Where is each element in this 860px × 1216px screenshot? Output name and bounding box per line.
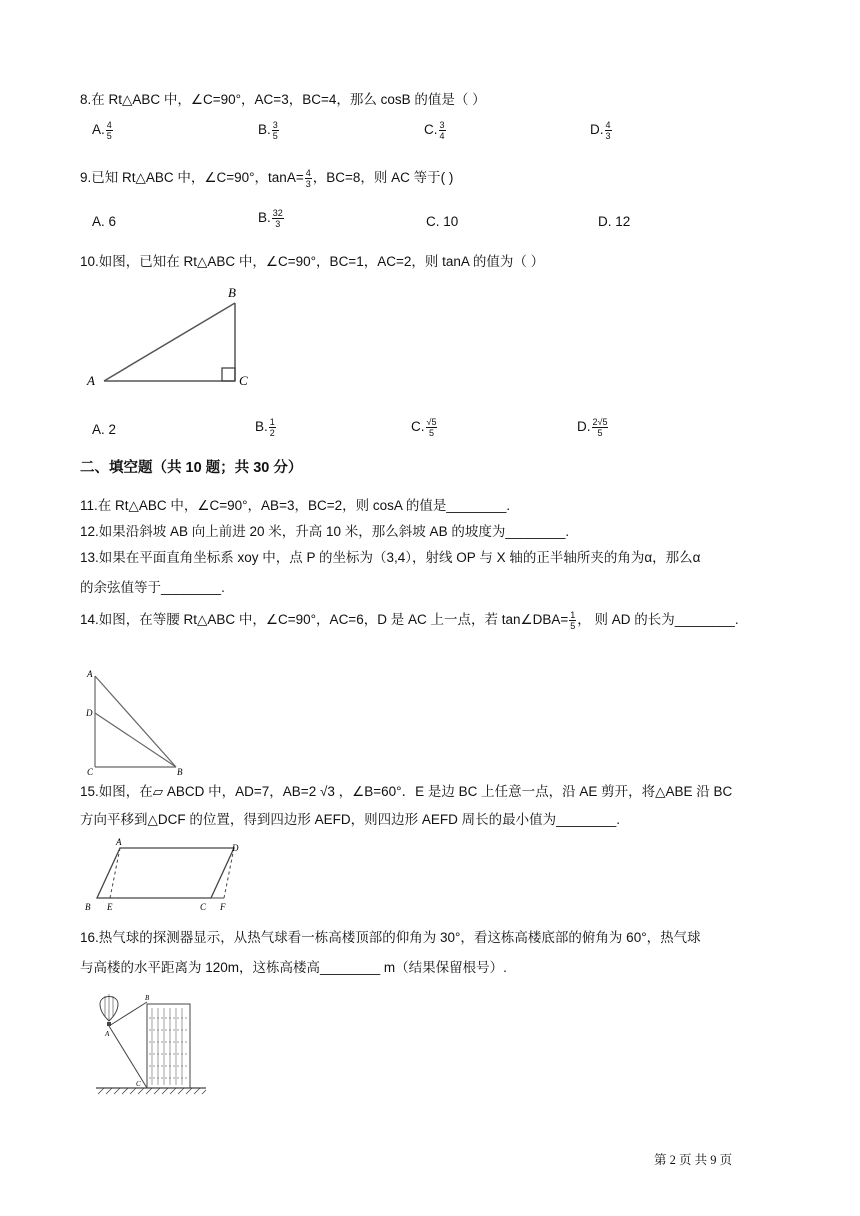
- question-10-option-c: C. $\frac{√5}{5}$: [411, 417, 437, 438]
- question-9-option-c: C. 10: [426, 214, 459, 229]
- question-13-line-2: 的余弦值等于________.: [80, 580, 225, 595]
- question-8-option-a: [92, 120, 114, 141]
- question-8-stem: 8.在 Rt△ABC 中，∠C=90°，AC=3，BC=4，那么 cosB 的值是（ ）: [80, 92, 486, 107]
- question-13-line-1: 13.如果在平面直角坐标系 xoy 中，点 P 的坐标为（3,4），射线 OP 与 X 轴的正半轴所夹的角为α，那么α: [80, 550, 701, 565]
- question-10-option-d: D. $\frac{2√5}{5}$: [577, 417, 608, 438]
- fraction: $\frac{√5}{5}$: [426, 417, 437, 438]
- question-15-parallelogram-figure: [80, 836, 250, 916]
- question-15-line-2: 方向平移到△DCF 的位置，得到四边形 AEFD，则四边形 AEFD 周长的最小值为________.: [80, 812, 620, 827]
- vertex-label-c: C: [200, 902, 207, 912]
- section-heading: 二、填空题（共 10 题；共 30 分）: [80, 460, 303, 476]
- vertex-label-f: F: [220, 902, 226, 912]
- question-9-option-d: D. 12: [598, 214, 631, 229]
- question-8-option-d: [590, 120, 613, 141]
- point-label-b: B: [145, 994, 150, 1002]
- option-label: A.: [92, 122, 105, 138]
- option-label: C.: [424, 122, 438, 138]
- vertex-label-c: C: [239, 373, 248, 388]
- vertex-label-e: E: [107, 902, 113, 912]
- question-10-stem: 10.如图，已知在 Rt△ABC 中，∠C=90°，BC=1，AC=2，则 tanA 的值为（ ）: [80, 254, 545, 269]
- question-10-option-b: B. $\frac{1}{2}$: [255, 417, 275, 438]
- vertex-label-d: D: [86, 708, 93, 718]
- fraction: $\frac{4}{3}$: [305, 167, 311, 189]
- vertex-label-a: A: [87, 669, 93, 679]
- question-10-option-a: A. 2: [92, 422, 117, 437]
- fraction: $\frac{3}{4}$: [439, 120, 445, 141]
- fraction: $\frac{1}{5}$: [570, 609, 576, 631]
- fraction: $\frac{3}{5}$: [272, 120, 278, 141]
- sqrt-value: √3: [319, 784, 335, 799]
- tall-building-icon: [147, 1004, 190, 1088]
- vertex-label-b: B: [85, 902, 91, 912]
- point-label-a: A: [105, 1030, 110, 1038]
- question-8-option-c: [424, 120, 447, 141]
- vertex-label-d: D: [232, 843, 239, 853]
- hot-air-balloon-icon: [100, 994, 118, 1026]
- question-16-balloon-figure: [92, 990, 212, 1100]
- page-number-footer: 第 2 页 共 9 页: [654, 1153, 733, 1167]
- question-8-option-b: [258, 120, 280, 141]
- question-9-option-b: B. $\frac{32}{3}$: [258, 208, 283, 229]
- question-11: 11.在 Rt△ABC 中，∠C=90°，AB=3，BC=2，则 cosA 的值是________.: [80, 498, 511, 513]
- question-9-stem: 9.已知 Rt△ABC 中，∠C=90°，tanA= $\frac{4}{3}$ ，BC=8，则 AC 等于( ): [80, 167, 454, 189]
- fraction: $\frac{4}{5}$: [106, 120, 112, 141]
- point-label-c: C: [136, 1080, 141, 1088]
- question-10-triangle-figure: [84, 282, 264, 392]
- option-label: B.: [258, 122, 271, 138]
- fraction: $\frac{32}{3}$: [272, 208, 283, 229]
- vertex-label-a: A: [87, 373, 95, 388]
- question-16-line-2: 与高楼的水平距离为 120m，这栋高楼高________ m（结果保留根号）.: [80, 960, 507, 975]
- vertex-label-a: A: [116, 837, 122, 847]
- fraction: $\frac{4}{3}$: [605, 120, 611, 141]
- fraction: $\frac{1}{2}$: [269, 417, 275, 438]
- fraction: $\frac{2√5}{5}$: [592, 417, 608, 438]
- question-14-triangle-figure: [84, 668, 194, 776]
- question-12: 12.如果沿斜坡 AB 向上前进 20 米，升高 10 米，那么斜坡 AB 的坡度为________.: [80, 524, 570, 539]
- question-15-line-1: 15.如图，在▱ ABCD 中，AD=7，AB=2 √3 ，∠B=60°．E 是边 BC 上任意一点，沿 AE 剪开，将△ABE 沿 BC: [80, 784, 733, 799]
- vertex-label-c: C: [87, 767, 94, 776]
- question-16-line-1: 16.热气球的探测器显示，从热气球看一栋高楼顶部的仰角为 30°，看这栋高楼底部的俯角为 60°，热气球: [80, 930, 701, 945]
- option-label: D.: [590, 122, 604, 138]
- question-9-option-a: A. 6: [92, 214, 117, 229]
- question-14-stem: 14.如图，在等腰 Rt△ABC 中，∠C=90°，AC=6，D 是 AC 上一点，若 tan∠DBA= $\frac{1}{5}$ ， 则 AD 的长为________.: [80, 609, 739, 631]
- vertex-label-b: B: [177, 767, 183, 776]
- vertex-label-b: B: [228, 285, 236, 300]
